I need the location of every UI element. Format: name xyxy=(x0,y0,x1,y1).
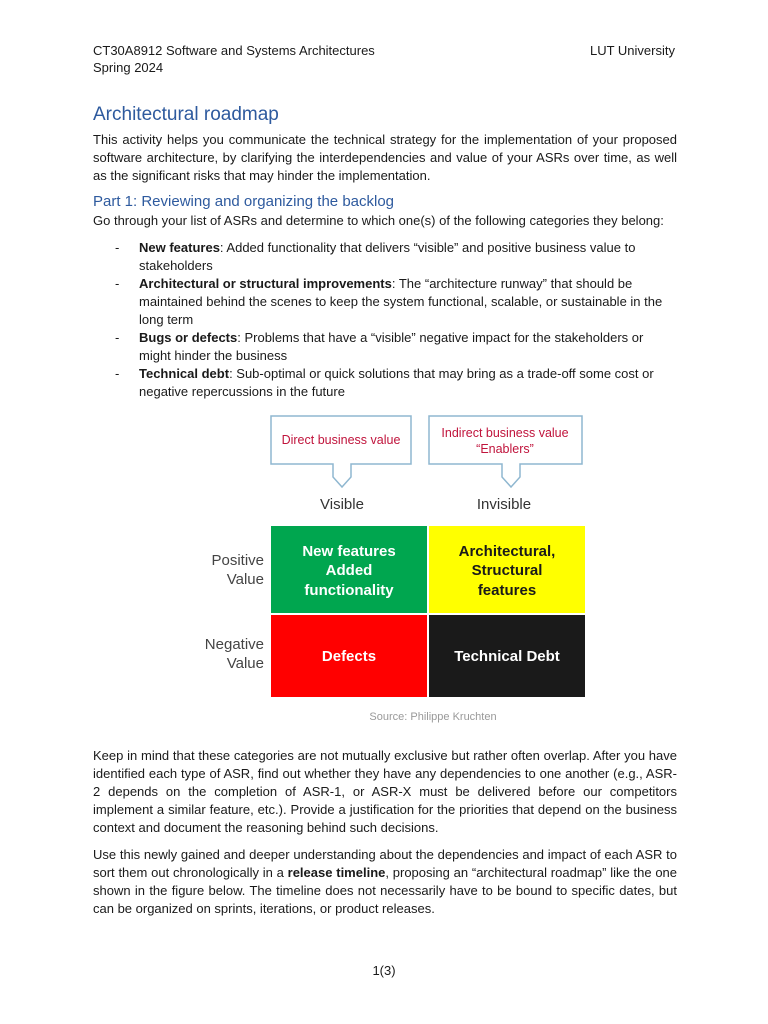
list-item: - Architectural or structural improvements: The “architecture runway” that should be maintained behind the scenes to keep the system functional, scalable, or sustainable in the long term xyxy=(115,276,663,327)
part1-lead: Go through your list of ASRs and determine to which one(s) of the following categories they belong: xyxy=(93,213,664,228)
q1-text-1: New features xyxy=(302,543,396,560)
timeline-paragraph xyxy=(93,846,677,918)
value-quadrant-svg xyxy=(176,409,592,729)
indirect-value-label-2: “Enablers” xyxy=(476,442,534,456)
q4-text: Technical Debt xyxy=(454,648,560,665)
page-number: 1(3) xyxy=(372,963,396,978)
term: Spring 2024 xyxy=(93,60,164,75)
positive-value-label-1: Positive xyxy=(211,552,264,569)
negative-value-label-1: Negative xyxy=(204,636,264,653)
list-item-desc: : Sub-optimal or quick solutions that may bring as a trade-off some cost or negative repercussions in the future xyxy=(139,366,654,399)
invisible-label: Invisible xyxy=(476,496,532,513)
list-item: - Bugs or defects: Problems that have a “visible” negative impact for the stakeholders or might hinder the business xyxy=(115,330,644,363)
q3-text: Defects xyxy=(321,648,377,665)
q2-text-3: features xyxy=(477,582,537,599)
timeline-text-1: Use this newly gained and deeper understanding about the dependencies and impact of each ASR to sort them out chronologically in a xyxy=(93,847,677,880)
q2-text-1: Architectural, xyxy=(458,543,556,560)
part1-heading: Part 1: Reviewing and organizing the backlog xyxy=(93,193,395,210)
value-quadrant-figure xyxy=(176,409,592,729)
direct-value-label: Direct business value xyxy=(281,433,401,447)
course-title: CT30A8912 Software and Systems Architectures xyxy=(93,43,375,58)
q1-text-3: functionality xyxy=(304,582,394,599)
q1-text-2: Added xyxy=(325,562,373,579)
list-item-desc: : The “architecture runway” that should be maintained behind the scenes to keep the system functional, scalable, or sustainable in the long term xyxy=(139,276,663,327)
timeline-text-2: , proposing an “architectural roadmap” like the one shown in the figure below. The timeline does not necessarily have to be bound to specific dates, but can be organized on sprints, iterations, or product releases. xyxy=(93,865,678,916)
positive-value-label-2: Value xyxy=(226,571,264,588)
list-item-desc: : Added functionality that delivers “visible” and positive business value to stakeholders xyxy=(139,240,636,273)
list-item: - Technical debt: Sub-optimal or quick solutions that may bring as a trade-off some cost or negative repercussions in the future xyxy=(115,366,654,399)
page-title: Architectural roadmap xyxy=(93,104,279,125)
document-body xyxy=(93,103,677,918)
university: LUT University xyxy=(589,43,675,58)
list-item-desc: : Problems that have a “visible” negative impact for the stakeholders or might hinder the business xyxy=(139,330,644,363)
category-list xyxy=(93,239,677,401)
release-timeline-term: release timeline xyxy=(287,865,386,880)
negative-value-label-2: Value xyxy=(226,655,264,672)
list-item-term: Architectural or structural improvements xyxy=(139,276,392,291)
figure-source: Source: Philippe Kruchten xyxy=(369,711,497,723)
intro-paragraph: This activity helps you communicate the technical strategy for the implementation of your proposed software architecture, by clarifying the interdependencies and value of your ASRs over time, as well as the significant risks that may hinder the implementation. xyxy=(93,132,677,183)
list-item-term: Bugs or defects xyxy=(139,330,238,345)
dependencies-paragraph: Keep in mind that these categories are not mutually exclusive but rather often overlap. After you have identified each type of ASR, find out whether they have any dependencies to one another (e.g., ASR-2 depends on the completion of ASR-1, or ASR-X must be delivered before our competitors implement a similar feature, etc.). Provide a justification for the priorities that depend on the business context and document the reasoning behind such decisions. xyxy=(93,748,677,835)
indirect-value-label-1: Indirect business value xyxy=(441,426,569,440)
list-item: - New features: Added functionality that delivers “visible” and positive business value to stakeholders xyxy=(115,240,636,273)
list-item-term: Technical debt xyxy=(139,366,230,381)
q2-text-2: Structural xyxy=(471,562,543,579)
header-left xyxy=(93,42,375,76)
list-item-term: New features xyxy=(139,240,220,255)
visible-label: Visible xyxy=(320,496,364,513)
